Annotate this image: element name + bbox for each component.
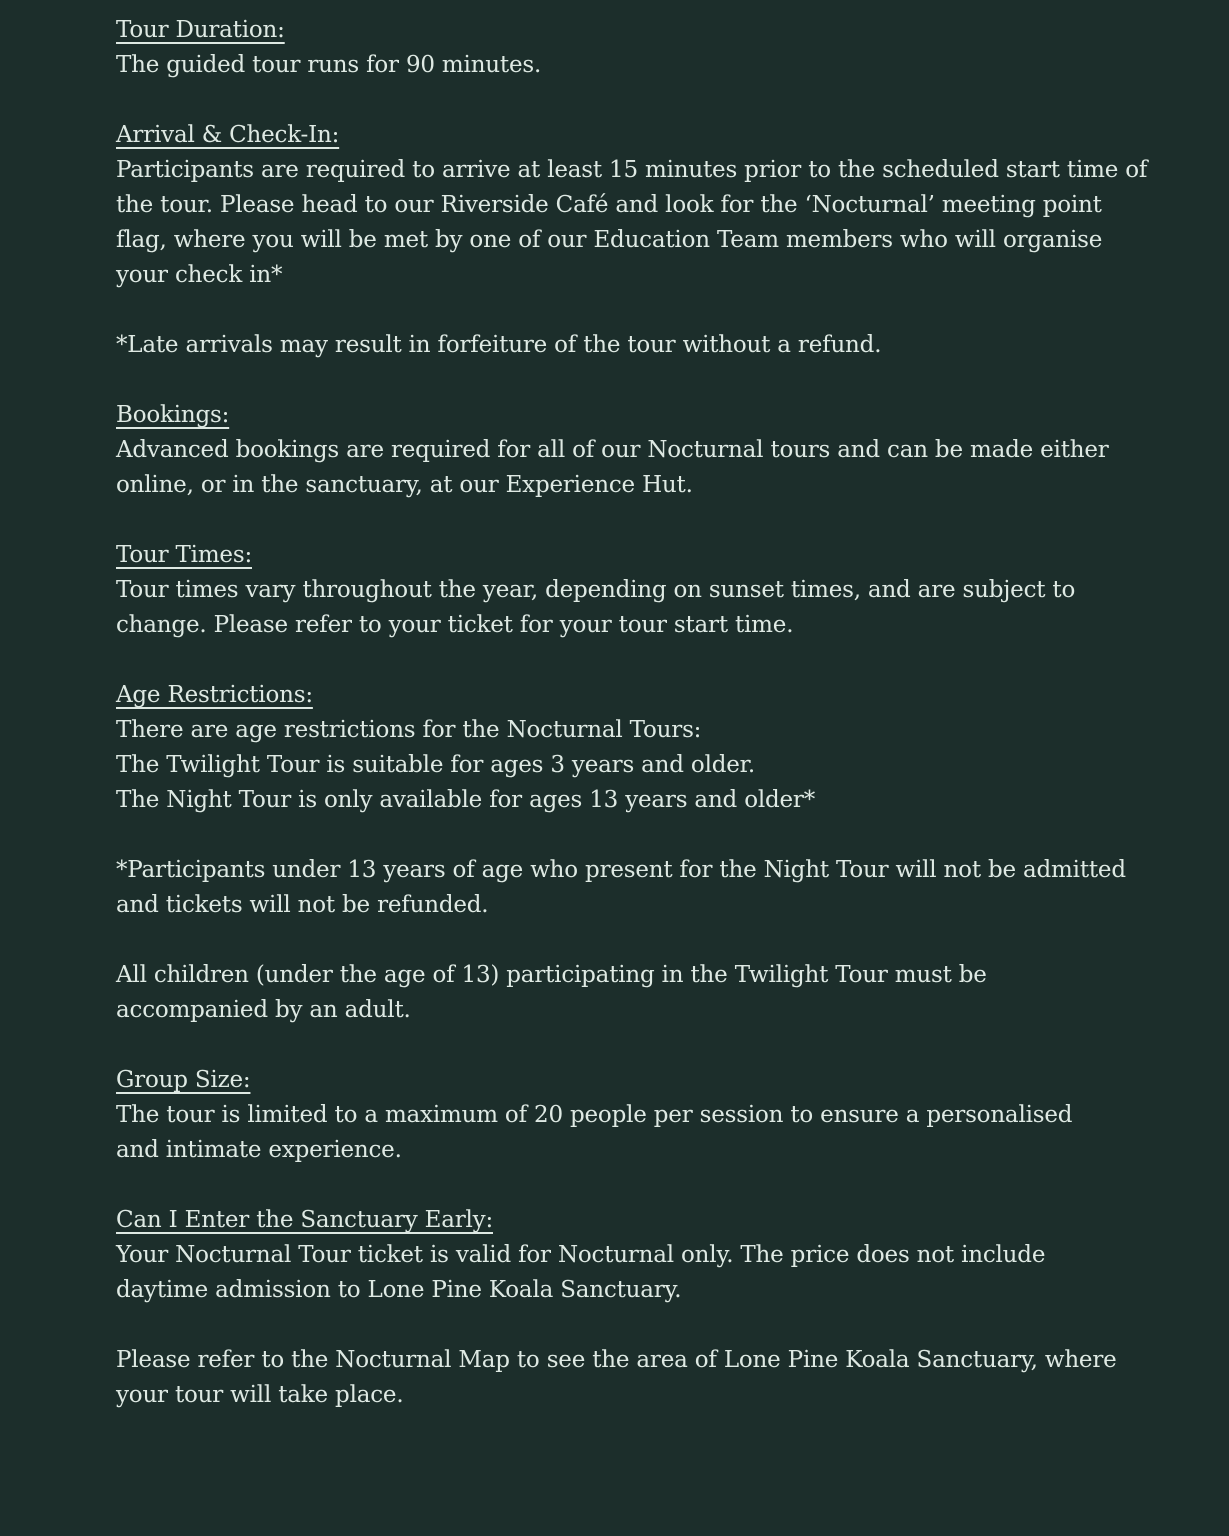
paragraph-line: All children (under the age of 13) participating in the Twilight Tour must be [116, 962, 987, 988]
section-heading-age-restrictions: Age Restrictions: [116, 682, 313, 708]
section-tour-times [116, 538, 1129, 643]
section-heading-enter-sanctuary-early: Can I Enter the Sanctuary Early: [116, 1207, 493, 1233]
paragraph [116, 118, 1148, 293]
paragraph-line: The Night Tour is only available for ages 13 years and older* [116, 787, 816, 813]
paragraph-line: The guided tour runs for 90 minutes. [116, 52, 542, 78]
paragraph [116, 1063, 1129, 1168]
paragraph-line: Your Nocturnal Tour ticket is valid for Nocturnal only. The price does not include [116, 1242, 1046, 1268]
section-tour-duration [116, 13, 1129, 83]
section-heading-tour-times: Tour Times: [116, 542, 252, 568]
paragraph [116, 1203, 1129, 1308]
paragraph-line: Participants are required to arrive at least 15 minutes prior to the scheduled start time of [116, 157, 1148, 183]
paragraph-line: Please refer to the Nocturnal Map to see the area of Lone Pine Koala Sanctuary, where [116, 1347, 1117, 1373]
paragraph-children-accompanied [116, 958, 1129, 1028]
section-enter-sanctuary-early [116, 1203, 1129, 1413]
paragraph-line: the tour. Please head to our Riverside Café and look for the ‘Nocturnal’ meeting point [116, 192, 1102, 218]
paragraph-line: The Twilight Tour is suitable for ages 3 years and older. [116, 752, 756, 778]
paragraph-line: change. Please refer to your ticket for your tour start time. [116, 612, 794, 638]
section-heading-tour-duration: Tour Duration: [116, 17, 285, 43]
paragraph-line: and intimate experience. [116, 1137, 402, 1163]
section-heading-bookings: Bookings: [116, 402, 230, 428]
section-age-restrictions [116, 678, 1129, 1028]
paragraph-line: accompanied by an adult. [116, 997, 411, 1023]
paragraph-line: and tickets will not be refunded. [116, 892, 489, 918]
paragraph-line: your tour will take place. [116, 1382, 404, 1408]
paragraph-line: *Participants under 13 years of age who present for the Night Tour will not be admitted [116, 857, 1126, 883]
section-bookings [116, 398, 1129, 503]
paragraph-late-arrivals-note [116, 328, 1129, 363]
paragraph-line: flag, where you will be met by one of our Education Team members who will organise [116, 227, 1103, 253]
paragraph-line: online, or in the sanctuary, at our Experience Hut. [116, 472, 693, 498]
paragraph-line: Advanced bookings are required for all of our Nocturnal tours and can be made either [116, 437, 1109, 463]
section-heading-arrival-check-in: Arrival & Check-In: [116, 122, 340, 148]
paragraph [116, 13, 1129, 83]
paragraph-nocturnal-map-note [116, 1343, 1129, 1413]
paragraph-line: Tour times vary throughout the year, depending on sunset times, and are subject to [116, 577, 1076, 603]
paragraph-night-tour-note [116, 853, 1129, 923]
section-heading-group-size: Group Size: [116, 1067, 251, 1093]
paragraph [116, 678, 1129, 818]
paragraph [116, 398, 1129, 503]
section-arrival-check-in [116, 118, 1148, 363]
paragraph-line: There are age restrictions for the Nocturnal Tours: [116, 717, 702, 743]
paragraph-line: daytime admission to Lone Pine Koala Sanctuary. [116, 1277, 682, 1303]
paragraph-line: your check in* [116, 262, 283, 288]
paragraph [116, 538, 1129, 643]
section-group-size [116, 1063, 1129, 1168]
paragraph-line: *Late arrivals may result in forfeiture of the tour without a refund. [116, 332, 882, 358]
paragraph-line: The tour is limited to a maximum of 20 people per session to ensure a personalised [116, 1102, 1073, 1128]
